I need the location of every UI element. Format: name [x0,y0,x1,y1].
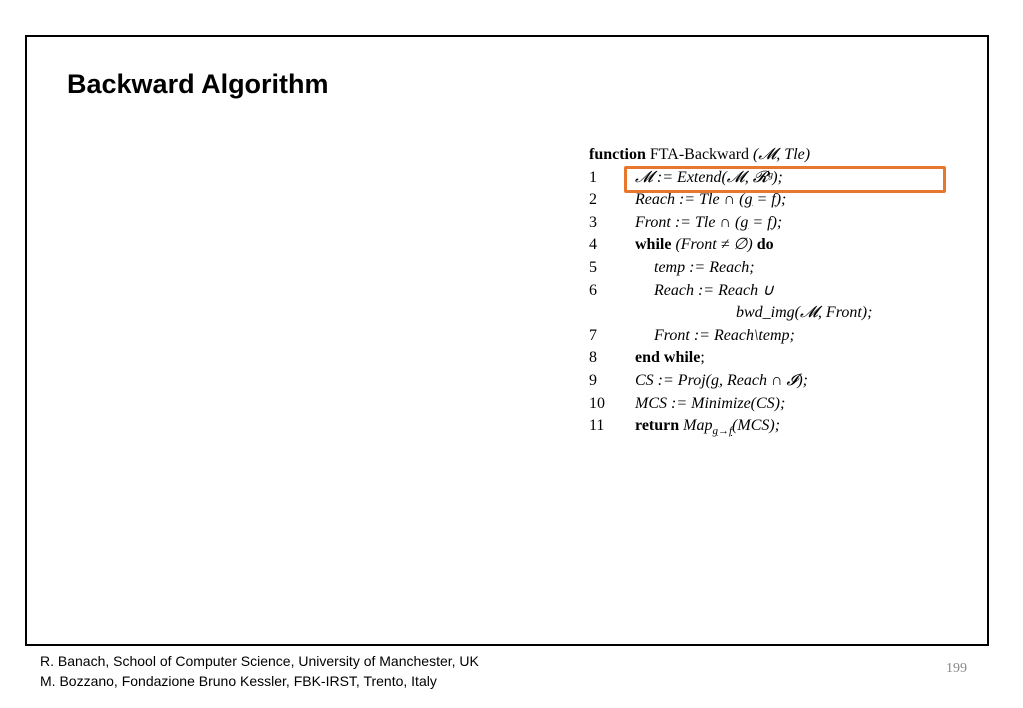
algorithm-line-11 [589,415,939,443]
footer-credits [40,651,479,691]
line-code: 𝓜 := Extend(𝓜, 𝓡ᵍ); [635,168,783,186]
underlined-var: g [710,371,719,389]
line-code [635,234,774,257]
code-part: → [717,425,729,438]
line-code: Reach := Reach ∪ [654,281,774,299]
line-number: 5 [589,258,597,276]
while-keyword: while [635,236,672,254]
do-keyword: do [756,236,774,254]
line-code: MCS := Minimize(CS); [635,394,786,412]
underlined-var: g [712,425,718,438]
line-number: 2 [589,191,597,209]
line-number: 8 [589,349,597,367]
footer-line-1: R. Banach, School of Computer Science, University of Manchester, UK [40,653,479,669]
algorithm-line-3 [589,212,939,235]
code-part: ; [700,349,705,367]
function-name: FTA-Backward [649,146,750,163]
code-part: Front := Tle ∩ ( [635,213,741,231]
underlined-var: f [728,425,733,438]
line-code: Front := Reach\temp; [654,326,795,344]
return-keyword: return [635,417,680,435]
algorithm-line-7 [589,325,939,348]
line-code [635,347,705,370]
footer-line-2: M. Bozzano, Fondazione Bruno Kessler, FBK-IRST, Trento, Italy [40,673,437,689]
page-number: 199 [946,661,967,676]
slide-title: Backward Algorithm [67,69,329,99]
line-number: 6 [589,281,597,299]
code-part: Map [679,417,713,435]
line-code: bwd_img(𝓜, Front); [736,304,873,322]
code-part: Reach := Tle ∩ ( [635,191,745,209]
line-number: 1 [589,168,597,186]
algorithm-line-6 [589,280,939,303]
algorithm-line-6-continuation [589,302,939,325]
code-part: ); [771,213,783,231]
line-number: 4 [589,236,597,254]
underlined-var: f [767,213,772,231]
algorithm-line-10 [589,393,939,416]
line-code [635,415,780,443]
algorithm-header [589,144,939,167]
line-number: 10 [589,394,605,412]
algorithm-line-9 [589,370,939,393]
code-part: (Front ≠ ∅) [671,236,757,254]
algorithm-line-5 [589,257,939,280]
code-part: ); [775,191,787,209]
code-part: = [752,191,772,209]
underlined-var: f [771,191,776,209]
highlight-box [624,166,946,193]
code-part: = [748,213,768,231]
function-keyword: function [589,146,646,163]
code-part: , Reach ∩ 𝓘); [718,371,808,389]
line-number: 3 [589,213,597,231]
line-number: 7 [589,326,597,344]
function-args: (𝓜, Tle) [753,146,811,163]
code-part: (MCS); [732,417,781,435]
line-code [635,370,808,393]
line-code [635,212,782,235]
underlined-var: g [740,213,749,231]
line-number: 9 [589,371,597,389]
underlined-var: g [744,191,753,209]
algorithm-line-8 [589,347,939,370]
line-number: 11 [589,417,605,435]
algorithm-line-4 [589,234,939,257]
line-code: temp := Reach; [654,258,755,276]
code-part: CS := Proj( [635,371,711,389]
end-while-keyword: end while [635,349,701,367]
